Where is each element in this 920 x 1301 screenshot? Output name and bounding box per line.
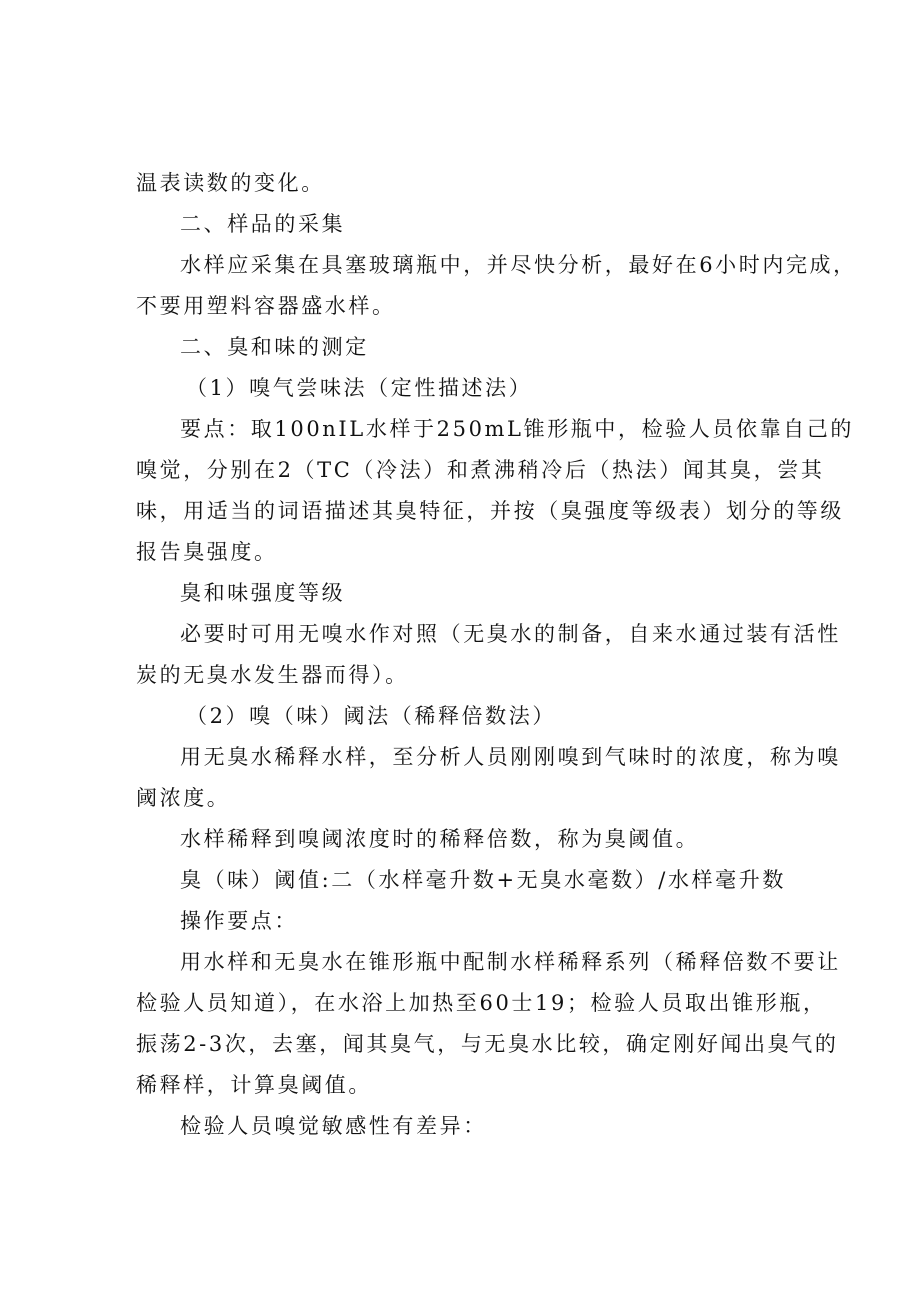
formula-line: 臭（味）阈值:二（水样毫升数+无臭水毫数）/水样毫升数 (180, 868, 786, 892)
text-line: 用水样和无臭水在锥形瓶中配制水样稀释系列（稀释倍数不要让 (180, 950, 841, 974)
text-line: 水样应采集在具塞玻璃瓶中，并尽快分析，最好在6小时内完成， (180, 253, 857, 277)
text-line: 检验人员嗅觉敏感性有差异： (180, 1114, 487, 1138)
text-line: 炭的无臭水发生器而得）。 (136, 663, 409, 687)
text-line: 必要时可用无嗅水作对照（无臭水的制备，自来水通过装有活性 (180, 622, 841, 646)
text-line: 要点：取100nIL水样于250mL锥形瓶中，检验人员依靠自己的 (180, 417, 854, 441)
section-heading: 二、臭和味的测定 (180, 335, 369, 359)
subsection-heading: （1）嗅气尝味法（定性描述法） (186, 376, 533, 400)
text-line: 检验人员知道），在水浴上加热至60士19；检验人员取出锥形瓶， (136, 991, 827, 1015)
text-line: 味，用适当的词语描述其臭特征，并按（臭强度等级表）划分的等级 (136, 499, 844, 523)
text-line: 报告臭强度。 (136, 540, 278, 564)
text-line: 温表读数的变化。 (136, 171, 325, 195)
text-line: 阈浓度。 (136, 786, 231, 810)
text-line: 水样稀释到嗅阈浓度时的稀释倍数，称为臭阈值。 (180, 827, 700, 851)
text-line: 嗅觉，分别在2（TC（冷法）和煮沸稍冷后（热法）闻其臭，尝其 (136, 458, 825, 482)
subsection-heading: （2）嗅（味）阈法（稀释倍数法） (186, 704, 556, 728)
text-line: 操作要点： (180, 909, 298, 933)
text-line: 稀释样，计算臭阈值。 (136, 1073, 372, 1097)
text-line: 臭和味强度等级 (180, 581, 346, 605)
section-heading: 二、样品的采集 (180, 212, 346, 236)
text-line: 振荡2-3次，去塞，闻其臭气，与无臭水比较，确定刚好闻出臭气的 (136, 1032, 839, 1056)
text-line: 不要用塑料容器盛水样。 (136, 294, 396, 318)
text-line: 用无臭水稀释水样，至分析人员刚刚嗅到气味时的浓度，称为嗅 (180, 745, 841, 769)
